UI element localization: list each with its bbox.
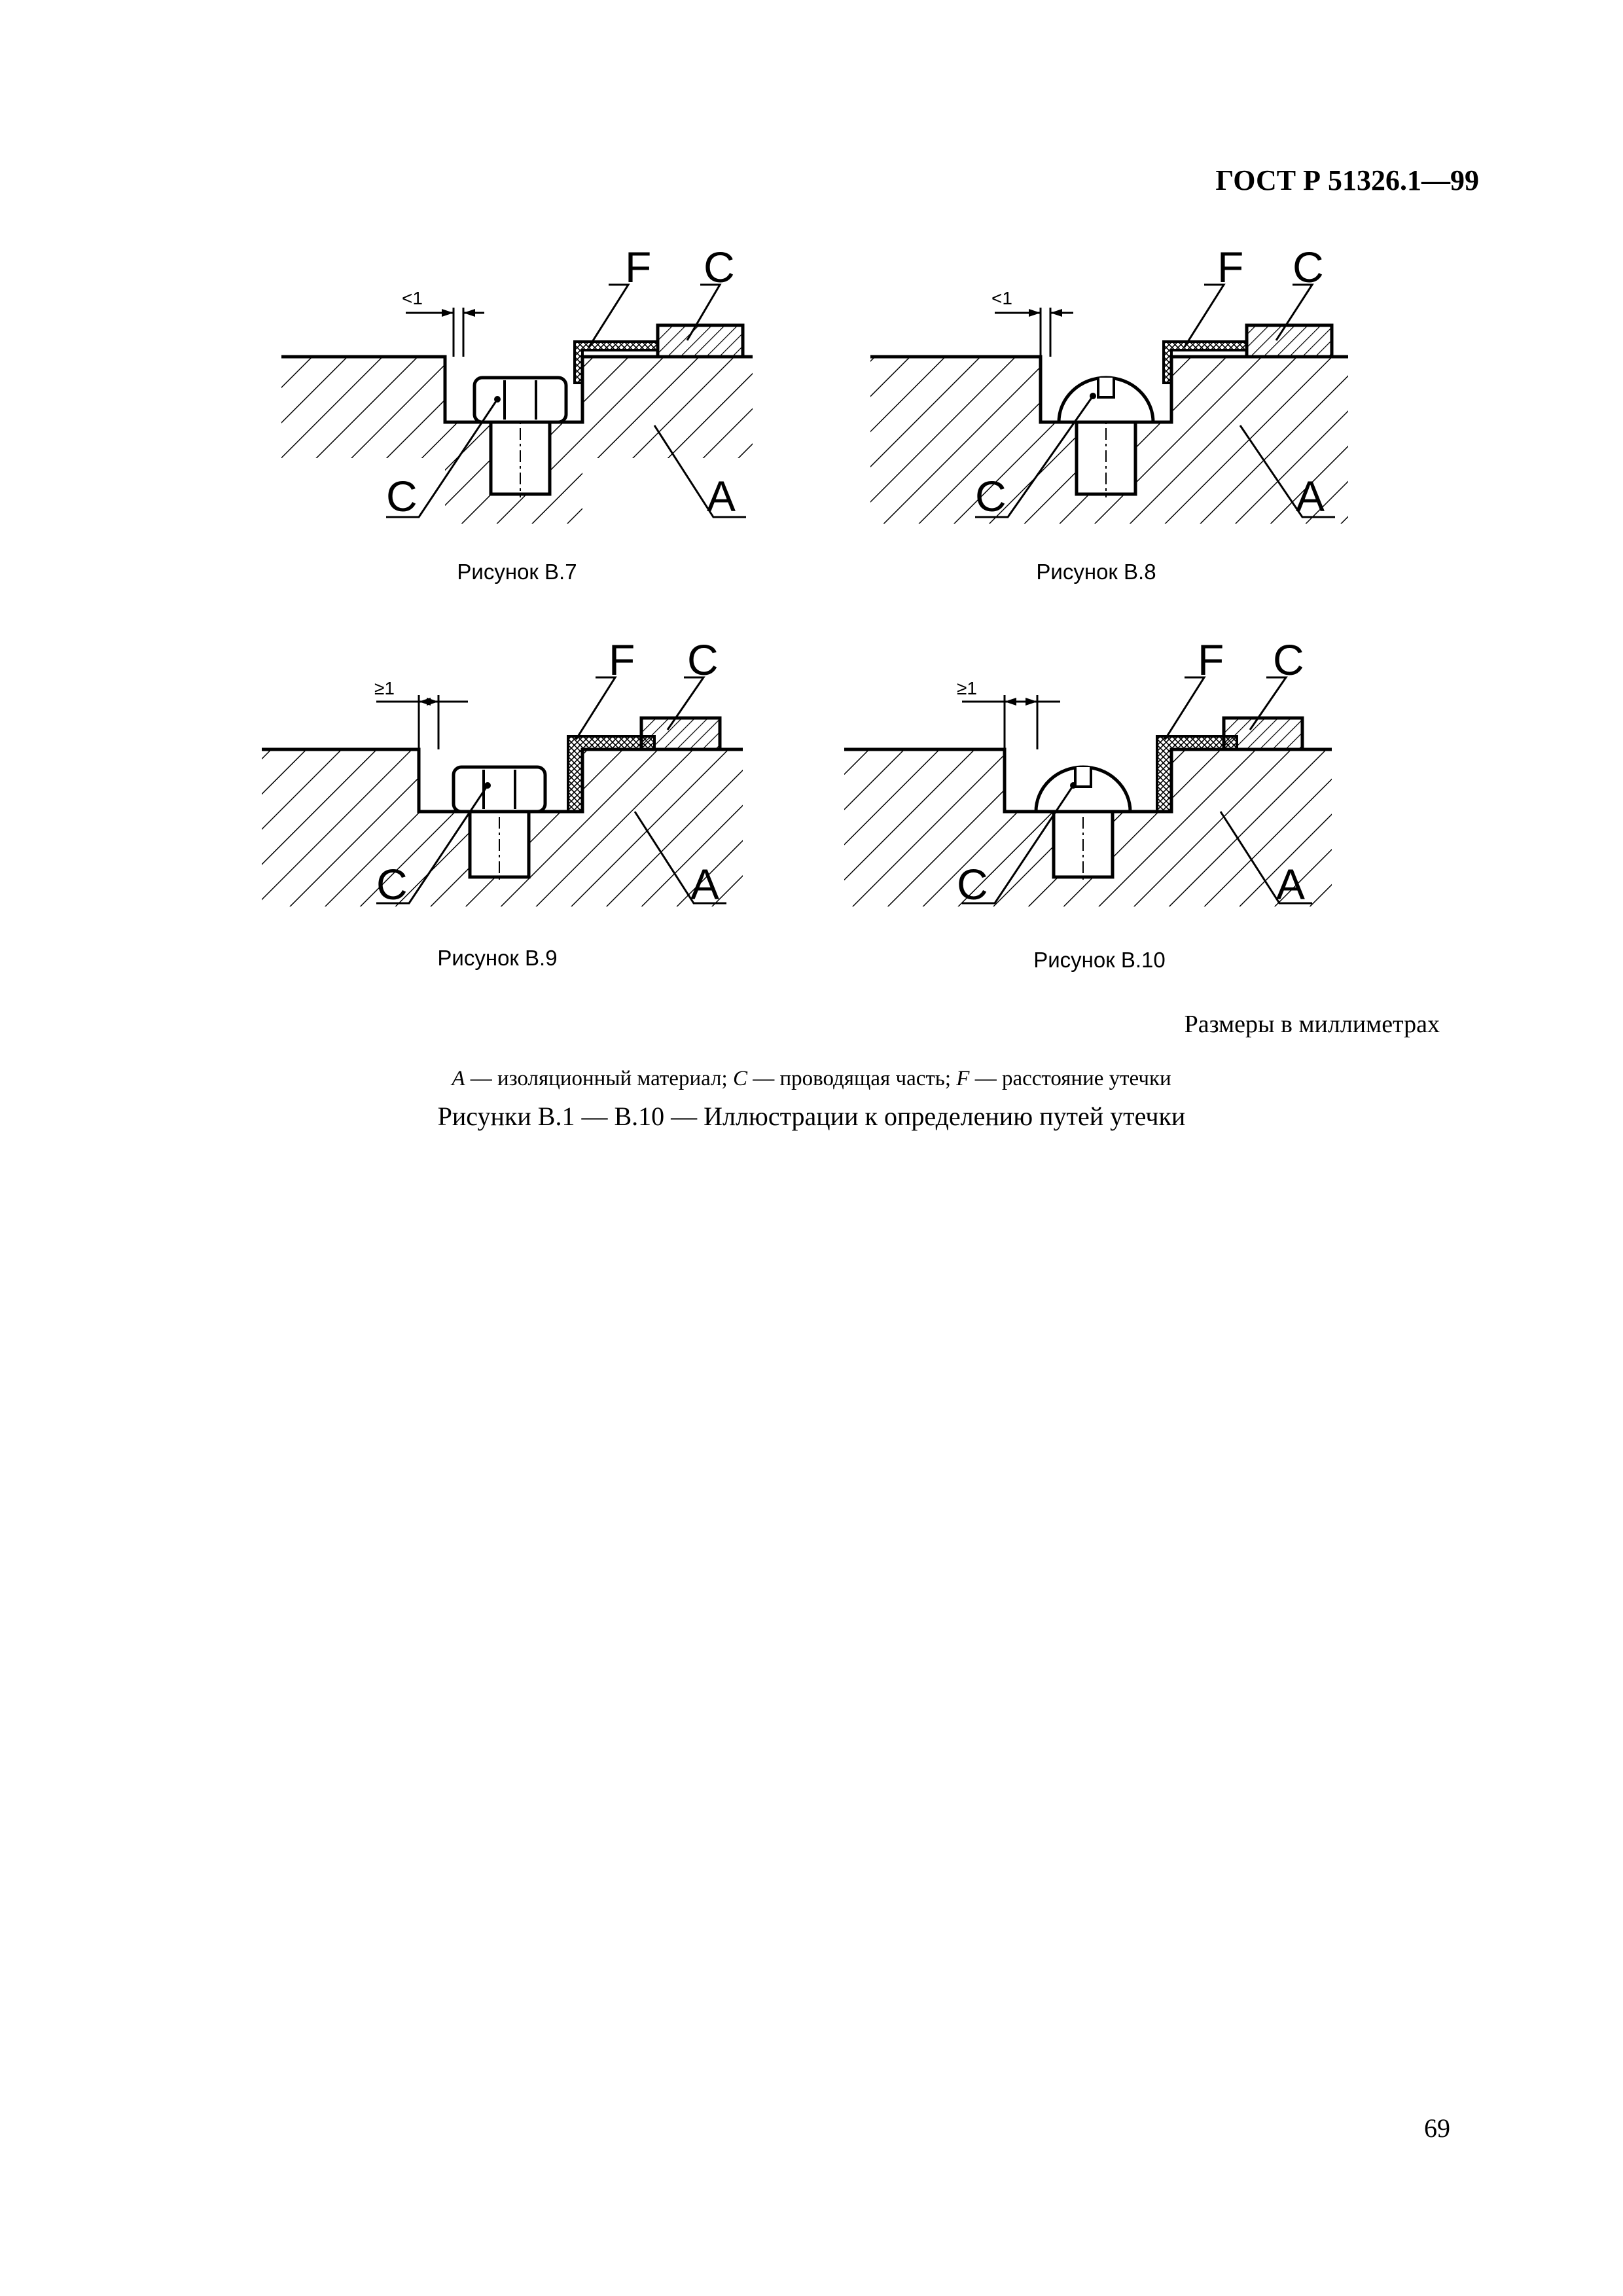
fig-b7-dimension: <1 — [402, 288, 423, 308]
figure-b8-drawing — [870, 285, 1348, 524]
fig-b8-label-a: A — [1296, 472, 1325, 520]
fig-b10-label-c-bottom: C — [957, 860, 988, 908]
fig-b7-label-a: A — [707, 472, 736, 520]
legend-key-c: C — [732, 1067, 747, 1090]
figure-b10-drawing — [844, 677, 1332, 906]
document-header: ГОСТ Р 51326.1—99 — [1215, 164, 1479, 196]
fig-b8-caption: Рисунок В.8 — [1036, 560, 1156, 584]
fig-b9-label-c-bottom: C — [376, 860, 408, 908]
fig-b7-caption: Рисунок В.7 — [457, 560, 577, 584]
page-number: 69 — [1424, 2113, 1450, 2143]
fig-b8-label-c-top: C — [1293, 243, 1324, 291]
figure-legend — [196, 1067, 1427, 1091]
fig-b7-label-c-top: C — [704, 243, 735, 291]
fig-b9-caption: Рисунок В.9 — [437, 946, 558, 970]
fig-b10-dimension: ≥1 — [957, 678, 977, 698]
fig-b10-label-c-top: C — [1273, 636, 1304, 684]
fig-b7-label-c-bottom: C — [386, 472, 418, 520]
legend-key-a: A — [452, 1067, 465, 1090]
fig-b8-label-c-bottom: C — [975, 472, 1007, 520]
legend-text-f: — расстояние утечки — [969, 1067, 1171, 1090]
fig-b9-label-a: A — [690, 860, 720, 908]
fig-b9-label-f: F — [609, 636, 635, 684]
legend-text-a: — изоляционный материал; — [465, 1067, 733, 1090]
units-note: Размеры в миллиметрах — [1184, 1011, 1440, 1038]
fig-b10-caption: Рисунок В.10 — [1033, 948, 1166, 972]
fig-b10-label-a: A — [1276, 860, 1306, 908]
figure-b9-drawing — [262, 677, 743, 906]
fig-b10-label-f: F — [1198, 636, 1224, 684]
figure-b7-drawing — [281, 285, 753, 524]
fig-b9-label-c-top: C — [687, 636, 719, 684]
fig-b8-label-f: F — [1217, 243, 1244, 291]
fig-b7-label-f: F — [625, 243, 652, 291]
legend-key-f: F — [956, 1067, 970, 1090]
figures-drawing — [0, 0, 1623, 1021]
legend-text-c: — проводящая часть; — [747, 1067, 957, 1090]
figure-group-title: Рисунки В.1 — В.10 — Иллюстрации к определению путей утечки — [437, 1102, 1186, 1131]
fig-b8-dimension: <1 — [991, 288, 1012, 308]
fig-b9-dimension: ≥1 — [374, 678, 395, 698]
